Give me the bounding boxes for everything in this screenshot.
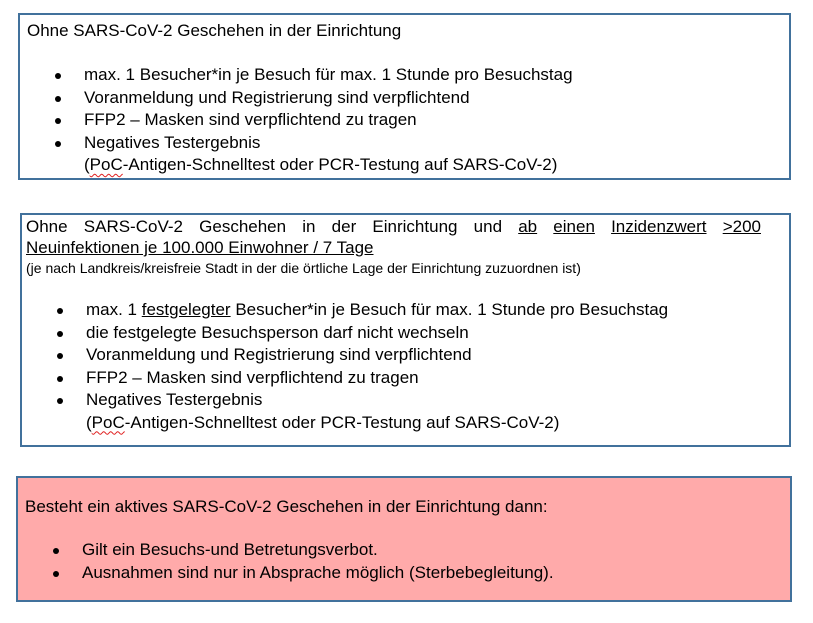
box2-bullet-list	[22, 299, 668, 434]
list-item: FFP2 – Masken sind verpflichtend zu tragen	[22, 367, 668, 390]
test-type-note: (PoC-Antigen-Schnelltest oder PCR-Testung auf SARS-CoV-2)	[86, 412, 560, 432]
list-item: FFP2 – Masken sind verpflichtend zu tragen	[20, 109, 573, 132]
bullet-icon	[55, 73, 61, 79]
bullet-icon	[53, 571, 59, 577]
list-item: die festgelegte Besuchsperson darf nicht wechseln	[22, 322, 668, 345]
box3-heading: Besteht ein aktives SARS-CoV-2 Geschehen in der Einrichtung dann:	[25, 497, 548, 516]
bullet-icon	[57, 308, 63, 314]
test-type-note: (PoC-Antigen-Schnelltest oder PCR-Testung auf SARS-CoV-2)	[84, 155, 558, 174]
list-item: max. 1 festgelegter Besucher*in je Besuch für max. 1 Stunde pro Besuchstag	[22, 299, 668, 322]
bullet-icon	[57, 398, 63, 404]
bullet-icon	[55, 96, 61, 102]
bullet-icon	[57, 376, 63, 382]
bullet-icon	[55, 141, 61, 147]
list-item: Negatives Testergebnis (PoC-Antigen-Schnelltest oder PCR-Testung auf SARS-CoV-2)	[22, 389, 668, 434]
box2-heading-line2: Neuinfektionen je 100.000 Einwohner / 7 Tage	[26, 238, 374, 257]
list-item: Gilt ein Besuchs-und Betretungsverbot.	[18, 539, 554, 562]
rules-box-active-outbreak	[16, 476, 792, 602]
list-item: Voranmeldung und Registrierung sind verpflichtend	[20, 87, 573, 110]
spellcheck-marked-word: PoC	[89, 155, 123, 174]
list-item: max. 1 Besucher*in je Besuch für max. 1 Stunde pro Besuchstag	[20, 64, 573, 87]
box2-heading-line1: Ohne SARS-CoV-2 Geschehen in der Einrichtung und ab einen Inzidenzwert >200	[26, 217, 761, 236]
box2-heading	[26, 216, 761, 258]
box1-bullet-list	[20, 64, 573, 177]
bullet-icon	[57, 353, 63, 359]
rules-box-high-incidence	[20, 213, 791, 447]
bullet-icon	[53, 548, 59, 554]
box3-bullet-list	[18, 539, 554, 584]
box2-region-note: (je nach Landkreis/kreisfreie Stadt in der die örtliche Lage der Einrichtung zuzuordnen ist)	[26, 260, 581, 276]
bullet-icon	[55, 118, 61, 124]
list-item: Voranmeldung und Registrierung sind verpflichtend	[22, 344, 668, 367]
bullet-icon	[57, 331, 63, 337]
list-item: Negatives Testergebnis (PoC-Antigen-Schnelltest oder PCR-Testung auf SARS-CoV-2)	[20, 132, 573, 177]
spellcheck-marked-word: PoC	[91, 412, 125, 432]
rules-box-no-outbreak	[18, 13, 791, 180]
box1-heading: Ohne SARS-CoV-2 Geschehen in der Einrichtung	[27, 21, 402, 40]
list-item: Ausnahmen sind nur in Absprache möglich (Sterbebegleitung).	[18, 562, 554, 585]
